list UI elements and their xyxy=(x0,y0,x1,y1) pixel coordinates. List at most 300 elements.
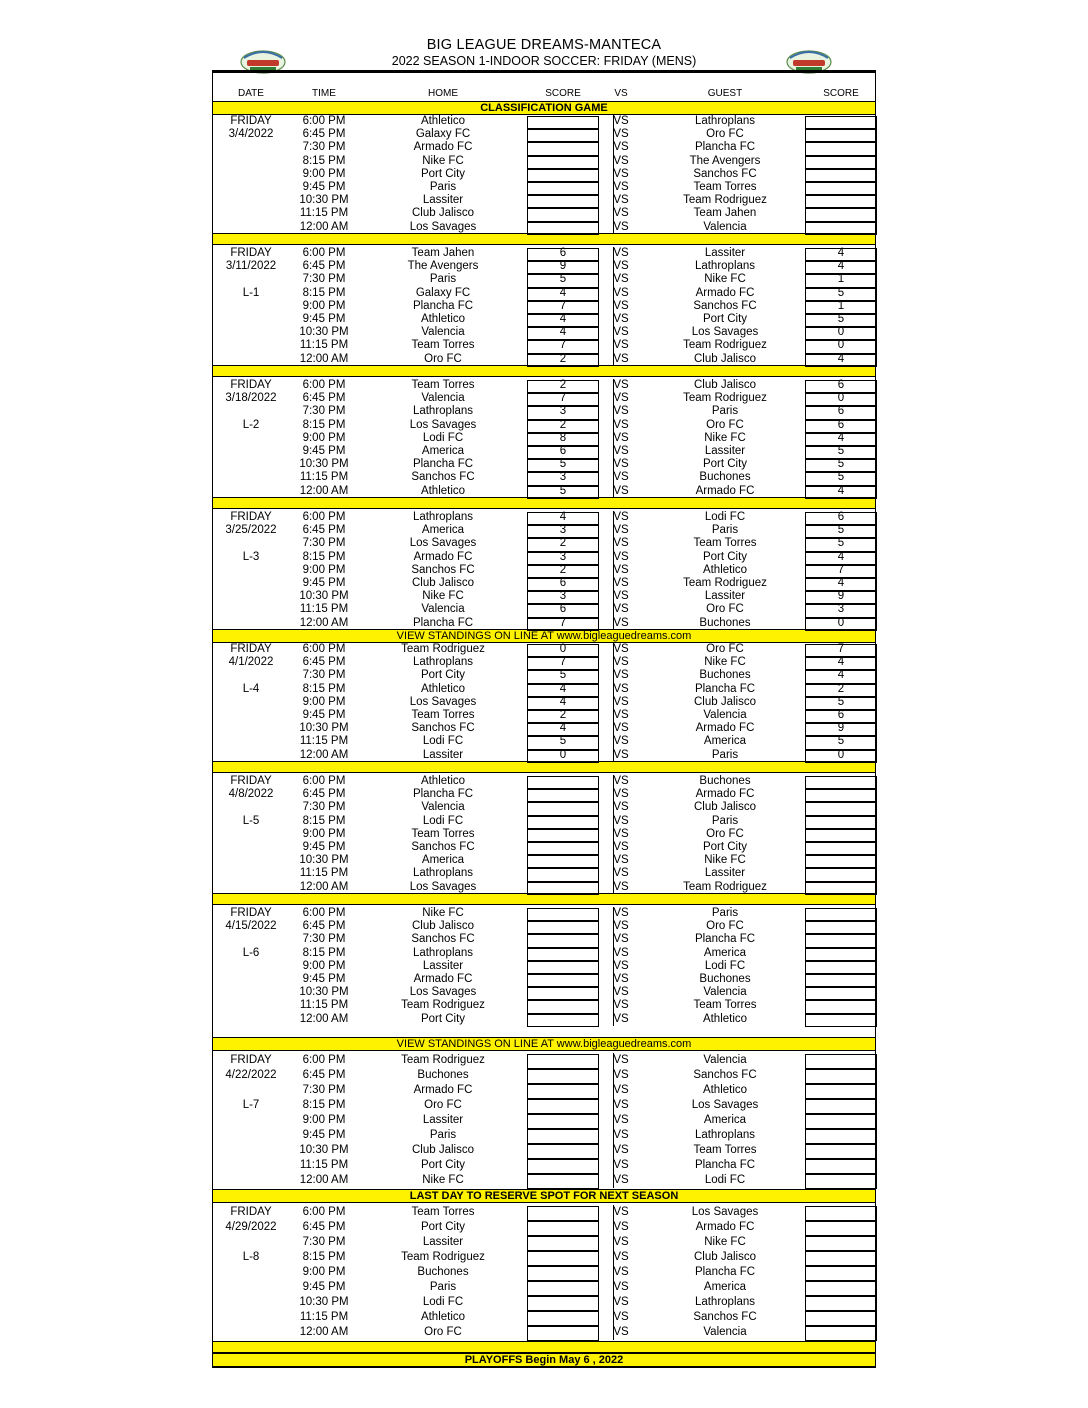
game-row xyxy=(213,590,875,603)
home-score: 7 xyxy=(559,339,567,352)
vs-label: VS xyxy=(613,735,629,748)
vs-label: VS xyxy=(613,1326,629,1338)
vs-label: VS xyxy=(613,1296,629,1308)
guest-team: Los Savages xyxy=(691,1099,759,1111)
game-row xyxy=(213,128,875,141)
guest-team: Port City xyxy=(702,313,748,325)
band-separator xyxy=(213,893,875,905)
vs-label: VS xyxy=(613,643,629,655)
guest-team: Lathroplans xyxy=(694,1129,756,1141)
home-score: 3 xyxy=(559,590,567,603)
home-team: Paris xyxy=(429,1129,457,1141)
home-score: 7 xyxy=(559,299,567,312)
game-row xyxy=(213,1325,875,1340)
game-row xyxy=(213,537,875,550)
game-time: 8:15 PM xyxy=(302,946,346,959)
vs-label: VS xyxy=(613,695,629,708)
game-time: 9:45 PM xyxy=(302,709,346,721)
home-score: 4 xyxy=(559,313,567,325)
home-team: Nike FC xyxy=(422,590,464,603)
vs-label: VS xyxy=(613,115,629,127)
guest-score: 4 xyxy=(837,260,845,273)
guest-score: 5 xyxy=(837,445,845,457)
vs-label: VS xyxy=(613,880,629,893)
game-time: 6:00 PM xyxy=(302,379,346,391)
game-row xyxy=(213,326,875,339)
home-score: 2 xyxy=(559,379,567,391)
vs-label: VS xyxy=(613,405,629,418)
game-time: 6:00 PM xyxy=(302,907,346,919)
home-team: Los Savages xyxy=(409,695,477,708)
vs-label: VS xyxy=(613,1236,629,1248)
guest-team: Plancha FC xyxy=(694,682,756,695)
home-score: 6 xyxy=(559,577,567,589)
home-team: Nike FC xyxy=(422,1174,464,1186)
home-team: Port City xyxy=(420,669,466,682)
home-team: Lassiter xyxy=(422,1236,464,1248)
home-team: Los Savages xyxy=(409,986,477,999)
home-team: Sanchos FC xyxy=(411,563,475,576)
home-team: Nike FC xyxy=(422,907,464,919)
game-time: 9:45 PM xyxy=(302,313,346,325)
vs-label: VS xyxy=(613,1311,629,1323)
vs-label: VS xyxy=(613,550,629,563)
home-team: Plancha FC xyxy=(412,616,474,629)
home-team: Los Savages xyxy=(409,880,477,893)
guest-score: 6 xyxy=(837,379,845,391)
home-team: Oro FC xyxy=(424,352,462,365)
home-team: Paris xyxy=(429,273,457,286)
game-row xyxy=(213,1128,875,1143)
home-team: Port City xyxy=(420,1159,466,1171)
guest-team: Sanchos FC xyxy=(693,299,757,312)
home-score: 2 xyxy=(559,537,567,550)
guest-score: 4 xyxy=(837,656,845,669)
home-team: Lodi FC xyxy=(422,814,464,827)
game-row xyxy=(213,867,875,880)
game-time: 6:45 PM xyxy=(302,128,346,141)
game-row xyxy=(213,617,875,630)
game-time: 7:30 PM xyxy=(302,405,346,418)
week-day: FRIDAY xyxy=(230,511,272,523)
game-time: 7:30 PM xyxy=(302,141,346,154)
week-day: FRIDAY xyxy=(230,247,272,259)
home-team: Oro FC xyxy=(424,1099,462,1111)
game-row xyxy=(213,841,875,854)
vs-label: VS xyxy=(613,286,629,299)
game-time: 10:30 PM xyxy=(299,986,349,999)
vs-label: VS xyxy=(613,603,629,616)
guest-team: Team Rodriguez xyxy=(683,339,767,352)
vs-label: VS xyxy=(613,656,629,669)
vs-label: VS xyxy=(613,1012,629,1025)
guest-score: 6 xyxy=(837,709,845,721)
game-time: 12:00 AM xyxy=(299,1012,349,1025)
home-score: 5 xyxy=(559,484,567,497)
vs-label: VS xyxy=(613,801,629,814)
guest-score: 4 xyxy=(837,484,845,497)
guest-team: Port City xyxy=(702,550,748,563)
vs-label: VS xyxy=(613,418,629,431)
guest-score: 4 xyxy=(837,431,845,444)
game-time: 12:00 AM xyxy=(299,1174,349,1186)
guest-team: Oro FC xyxy=(706,418,744,431)
guest-score: 5 xyxy=(837,458,845,471)
game-row xyxy=(213,656,875,669)
col-vs: VS xyxy=(614,88,628,99)
home-score: 4 xyxy=(559,326,567,339)
game-time: 9:45 PM xyxy=(302,181,346,193)
game-row xyxy=(213,933,875,946)
vs-label: VS xyxy=(613,458,629,471)
week-day: FRIDAY xyxy=(230,1054,272,1066)
home-team: Armado FC xyxy=(413,973,473,985)
guest-team: Lathroplans xyxy=(694,1296,756,1308)
game-time: 12:00 AM xyxy=(299,880,349,893)
guest-team: Valencia xyxy=(703,1326,747,1338)
vs-label: VS xyxy=(613,669,629,682)
vs-label: VS xyxy=(613,431,629,444)
game-time: 10:30 PM xyxy=(299,590,349,603)
game-row xyxy=(213,920,875,933)
home-team: Paris xyxy=(429,1281,457,1293)
home-team: Los Savages xyxy=(409,418,477,431)
vs-label: VS xyxy=(613,326,629,339)
week-date: 3/25/2022 xyxy=(225,524,277,537)
guest-team: Armado FC xyxy=(695,722,755,735)
vs-label: VS xyxy=(613,775,629,787)
guest-team: America xyxy=(703,735,747,748)
home-team: Lathroplans xyxy=(412,867,474,880)
guest-score: 5 xyxy=(837,735,845,748)
game-row xyxy=(213,273,875,286)
game-time: 9:00 PM xyxy=(302,1266,346,1278)
col-date: DATE xyxy=(238,88,264,99)
home-team: Athletico xyxy=(420,1311,466,1323)
guest-team: America xyxy=(703,1114,747,1126)
week-date: 4/22/2022 xyxy=(225,1069,277,1081)
vs-label: VS xyxy=(613,1266,629,1278)
game-time: 9:45 PM xyxy=(302,577,346,589)
home-team: Oro FC xyxy=(424,1326,462,1338)
home-score: 5 xyxy=(559,735,567,748)
home-team: Lathroplans xyxy=(412,656,474,669)
home-score: 4 xyxy=(559,722,567,735)
guest-score: 0 xyxy=(837,616,845,629)
vs-label: VS xyxy=(613,524,629,537)
game-row xyxy=(213,115,875,128)
game-row xyxy=(213,722,875,735)
guest-score: 2 xyxy=(837,682,845,695)
home-team: Sanchos FC xyxy=(411,841,475,853)
game-row xyxy=(213,986,875,999)
game-row xyxy=(213,287,875,300)
guest-team: Team Torres xyxy=(693,999,757,1012)
game-row xyxy=(213,419,875,432)
game-time: 11:15 PM xyxy=(299,999,349,1012)
home-score: 3 xyxy=(559,471,567,484)
schedule-table xyxy=(212,72,876,1368)
col-home: HOME xyxy=(428,88,458,99)
guest-team: Lathroplans xyxy=(694,115,756,127)
vs-label: VS xyxy=(613,867,629,880)
home-team: America xyxy=(421,524,465,537)
home-score: 4 xyxy=(559,286,567,299)
home-score: 2 xyxy=(559,563,567,576)
game-row xyxy=(213,696,875,709)
game-row xyxy=(213,445,875,458)
game-time: 6:45 PM xyxy=(302,260,346,273)
guest-team: Sanchos FC xyxy=(693,1069,757,1081)
band-separator xyxy=(213,497,875,509)
game-row xyxy=(213,1220,875,1235)
vs-label: VS xyxy=(613,1206,629,1218)
guest-team: Plancha FC xyxy=(694,1159,756,1171)
guest-team: Club Jalisco xyxy=(694,695,756,708)
week-label: L-8 xyxy=(242,1251,260,1263)
game-time: 7:30 PM xyxy=(302,801,346,814)
game-row xyxy=(213,432,875,445)
vs-label: VS xyxy=(613,247,629,259)
guest-team: Club Jalisco xyxy=(694,801,756,814)
guest-score: 5 xyxy=(837,286,845,299)
game-row xyxy=(213,471,875,484)
game-row xyxy=(213,973,875,986)
game-row xyxy=(213,313,875,326)
guest-team: Port City xyxy=(702,458,748,471)
game-row xyxy=(213,524,875,537)
guest-score: 9 xyxy=(837,590,845,603)
week-day: FRIDAY xyxy=(230,907,272,919)
home-team: Sanchos FC xyxy=(411,722,475,735)
game-row xyxy=(213,1013,875,1026)
home-team: Lodi FC xyxy=(422,735,464,748)
game-time: 12:00 AM xyxy=(299,220,349,233)
guest-score: 4 xyxy=(837,352,845,365)
guest-team: Paris xyxy=(711,907,739,919)
game-row xyxy=(213,881,875,894)
vs-label: VS xyxy=(613,814,629,827)
col-home-score: SCORE xyxy=(545,88,581,99)
home-score: 8 xyxy=(559,431,567,444)
home-team: Athletico xyxy=(420,115,466,127)
guest-team: Oro FC xyxy=(706,603,744,616)
home-team: The Avengers xyxy=(407,260,479,273)
home-score: 3 xyxy=(559,524,567,537)
vs-label: VS xyxy=(613,788,629,801)
vs-label: VS xyxy=(613,352,629,365)
guest-team: Buchones xyxy=(699,775,751,787)
game-time: 9:45 PM xyxy=(302,1129,346,1141)
game-row xyxy=(213,683,875,696)
home-score: 3 xyxy=(559,550,567,563)
guest-team: Valencia xyxy=(703,1054,747,1066)
vs-label: VS xyxy=(613,1221,629,1233)
week-label: L-5 xyxy=(242,814,260,827)
game-row xyxy=(213,353,875,366)
guest-team: Armado FC xyxy=(695,1221,755,1233)
vs-label: VS xyxy=(613,1084,629,1096)
game-time: 6:00 PM xyxy=(302,115,346,127)
guest-score: 4 xyxy=(837,550,845,563)
week-label: L-2 xyxy=(242,418,260,431)
guest-team: Team Torres xyxy=(693,181,757,193)
guest-score: 4 xyxy=(837,577,845,589)
home-team: Team Rodriguez xyxy=(401,1251,485,1263)
week-label: L-1 xyxy=(242,286,260,299)
game-time: 11:15 PM xyxy=(299,735,349,748)
guest-team: Lathroplans xyxy=(694,260,756,273)
game-time: 6:45 PM xyxy=(302,788,346,801)
game-row xyxy=(213,260,875,273)
week-date: 3/11/2022 xyxy=(225,260,277,273)
game-row xyxy=(213,960,875,973)
vs-label: VS xyxy=(613,682,629,695)
vs-label: VS xyxy=(613,999,629,1012)
game-row xyxy=(213,458,875,471)
home-score: 2 xyxy=(559,418,567,431)
home-team: Team Torres xyxy=(411,709,475,721)
vs-label: VS xyxy=(613,260,629,273)
game-row xyxy=(213,999,875,1012)
guest-team: Plancha FC xyxy=(694,933,756,946)
game-row xyxy=(213,775,875,788)
game-time: 6:00 PM xyxy=(302,643,346,655)
guest-team: Armado FC xyxy=(695,286,755,299)
standings-link[interactable]: VIEW STANDINGS ON LINE AT www.bigleaguedreams.com xyxy=(213,629,875,643)
standings-link[interactable]: VIEW STANDINGS ON LINE AT www.bigleaguedreams.com xyxy=(213,1037,875,1051)
game-time: 10:30 PM xyxy=(299,326,349,339)
game-time: 8:15 PM xyxy=(302,1251,346,1263)
guest-team: Valencia xyxy=(703,709,747,721)
guest-team: Nike FC xyxy=(704,431,746,444)
home-score: 4 xyxy=(559,682,567,695)
vs-label: VS xyxy=(613,973,629,985)
home-team: Lodi FC xyxy=(422,1296,464,1308)
guest-score: 1 xyxy=(837,299,845,312)
game-time: 6:00 PM xyxy=(302,1206,346,1218)
vs-label: VS xyxy=(613,154,629,167)
guest-team: Team Rodriguez xyxy=(683,194,767,207)
home-team: Port City xyxy=(420,167,466,180)
guest-team: Nike FC xyxy=(704,1236,746,1248)
game-time: 6:45 PM xyxy=(302,524,346,537)
guest-team: Athletico xyxy=(702,1084,748,1096)
game-row xyxy=(213,1310,875,1325)
vs-label: VS xyxy=(613,854,629,867)
guest-score: 4 xyxy=(837,669,845,682)
game-row xyxy=(213,1143,875,1158)
week-label: L-6 xyxy=(242,946,260,959)
game-time: 9:00 PM xyxy=(302,299,346,312)
col-guest-score: SCORE xyxy=(823,88,859,99)
guest-team: Nike FC xyxy=(704,656,746,669)
guest-team: Lassiter xyxy=(704,247,746,259)
home-team: America xyxy=(421,854,465,867)
guest-score: 6 xyxy=(837,511,845,523)
guest-team: Buchones xyxy=(699,471,751,484)
game-row xyxy=(213,907,875,920)
vs-label: VS xyxy=(613,1251,629,1263)
game-time: 6:45 PM xyxy=(302,392,346,405)
game-time: 10:30 PM xyxy=(299,854,349,867)
game-row xyxy=(213,564,875,577)
guest-team: Paris xyxy=(711,748,739,761)
game-row xyxy=(213,405,875,418)
game-time: 8:15 PM xyxy=(302,154,346,167)
guest-score: 5 xyxy=(837,695,845,708)
guest-team: Nike FC xyxy=(704,273,746,286)
guest-team: The Avengers xyxy=(689,154,761,167)
game-time: 8:15 PM xyxy=(302,814,346,827)
home-team: Athletico xyxy=(420,775,466,787)
page-title: BIG LEAGUE DREAMS-MANTECA xyxy=(426,37,662,53)
week-date: 4/29/2022 xyxy=(225,1221,277,1233)
guest-team: Club Jalisco xyxy=(694,1251,756,1263)
home-team: Lathroplans xyxy=(412,511,474,523)
game-time: 9:00 PM xyxy=(302,563,346,576)
week-date: 4/8/2022 xyxy=(228,788,274,801)
vs-label: VS xyxy=(613,392,629,405)
game-time: 7:30 PM xyxy=(302,933,346,946)
game-time: 9:45 PM xyxy=(302,445,346,457)
home-score: 4 xyxy=(559,695,567,708)
game-time: 11:15 PM xyxy=(299,471,349,484)
game-row xyxy=(213,379,875,392)
guest-score: 0 xyxy=(837,392,845,405)
vs-label: VS xyxy=(613,194,629,207)
band-separator xyxy=(213,233,875,245)
home-team: Buchones xyxy=(417,1069,469,1081)
home-team: Team Torres xyxy=(411,1206,475,1218)
game-time: 10:30 PM xyxy=(299,722,349,735)
guest-team: Team Torres xyxy=(693,537,757,550)
vs-label: VS xyxy=(613,933,629,946)
game-time: 9:45 PM xyxy=(302,1281,346,1293)
guest-team: Lassiter xyxy=(704,867,746,880)
guest-team: Team Jahen xyxy=(693,207,757,220)
guest-score: 0 xyxy=(837,339,845,352)
game-row xyxy=(213,815,875,828)
game-time: 9:00 PM xyxy=(302,827,346,840)
vs-label: VS xyxy=(613,511,629,523)
guest-team: Armado FC xyxy=(695,484,755,497)
game-row xyxy=(213,168,875,181)
home-team: Valencia xyxy=(421,801,465,814)
week-day: FRIDAY xyxy=(230,775,272,787)
home-score: 9 xyxy=(559,260,567,273)
guest-team: Club Jalisco xyxy=(694,379,756,391)
week-date: 3/4/2022 xyxy=(228,128,274,141)
game-time: 9:45 PM xyxy=(302,841,346,853)
guest-team: Buchones xyxy=(699,973,751,985)
guest-score: 4 xyxy=(837,247,845,259)
game-time: 8:15 PM xyxy=(302,1099,346,1111)
game-row xyxy=(213,300,875,313)
home-team: Armado FC xyxy=(413,550,473,563)
home-score: 2 xyxy=(559,352,567,365)
game-time: 7:30 PM xyxy=(302,1236,346,1248)
home-team: Team Rodriguez xyxy=(401,1054,485,1066)
home-team: Club Jalisco xyxy=(412,577,474,589)
game-row xyxy=(213,141,875,154)
week-day: FRIDAY xyxy=(230,1206,272,1218)
game-time: 8:15 PM xyxy=(302,418,346,431)
game-row xyxy=(213,485,875,498)
band-reserve: LAST DAY TO RESERVE SPOT FOR NEXT SEASON xyxy=(213,1189,875,1203)
game-time: 8:15 PM xyxy=(302,682,346,695)
guest-team: Port City xyxy=(702,841,748,853)
